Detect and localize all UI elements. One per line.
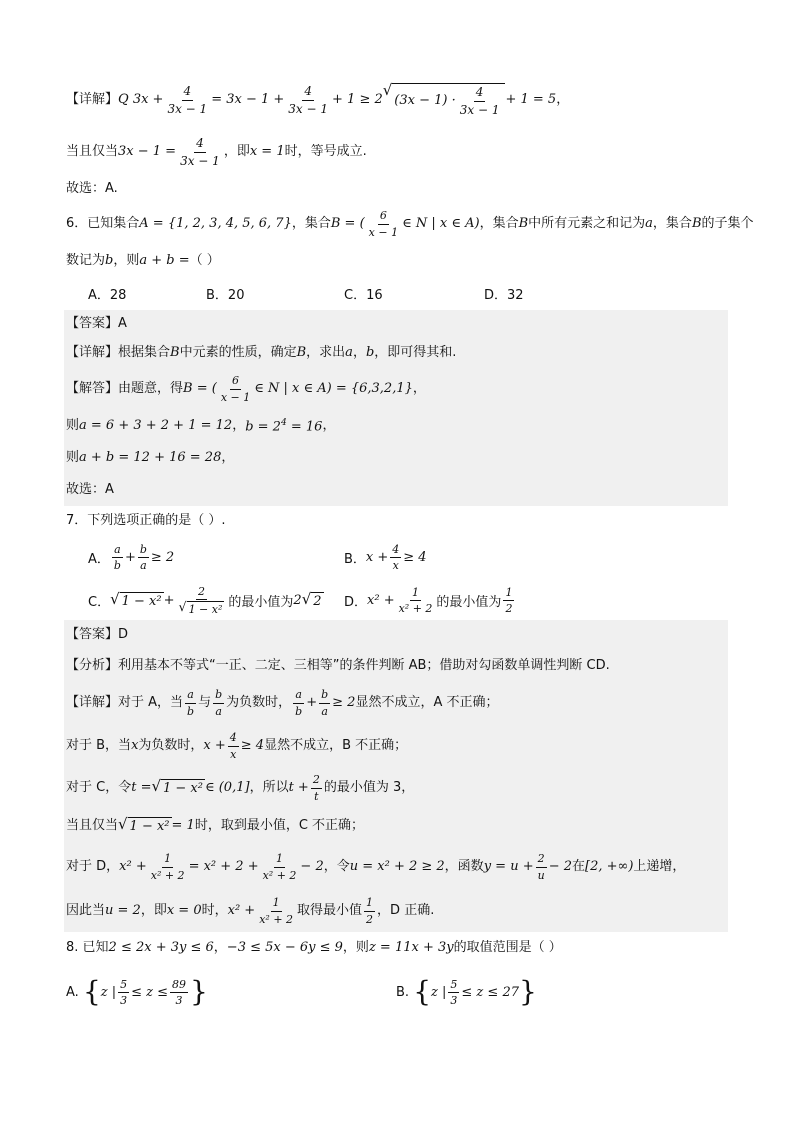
fraction: $\frac{4}{3x - 1}$ xyxy=(167,84,208,116)
detail-7-a: 【详解】对于 A，当 $\frac{a}{b}$ 与 $\frac{b}{a}$ 为负数时， $\frac{a}{b}$ + $\frac{b}{a}$ ≥ 2 显然不成立，A 不正确； xyxy=(64,682,728,724)
question-8: 8. 已知 2 ≤ 2x + 3y ≤ 6 ， −3 ≤ 5x − 6y ≤ 9 ，则 z = 11x + 3y 的取值范围是（ ） xyxy=(66,940,562,956)
question-7: 7．下列选项正确的是（ ）. xyxy=(66,513,226,529)
option-7c[interactable]: C． √ 1 − x² + 2 √ 1 − x² 的最小值为 2 √ 2 xyxy=(88,584,322,616)
solution-6-c: 故选：A xyxy=(64,474,728,506)
option-7d[interactable]: D． x² + $\frac{1}{\text{x² + 2}}$ 的最小值为 $\frac{1}{2}$ xyxy=(344,585,513,615)
option-6a[interactable]: A．28 xyxy=(88,288,127,303)
fraction: $\frac{4}{3x - 1}$ xyxy=(288,84,329,116)
choice-line: 故选：A. xyxy=(66,181,118,197)
option-8a[interactable]: A. { z | $\frac{5}{3}$ ≤ z ≤ $\frac{89}{3}$ } xyxy=(66,975,208,1008)
option-7a[interactable]: A． $\frac{a}{b}$ + $\frac{b}{a}$ ≥ 2 xyxy=(88,542,175,572)
option-7b[interactable]: B． x + $\frac{4}{x}$ ≥ 4 xyxy=(344,542,427,572)
analysis-7: 【分析】利用基本不等式“一正、二定、三相等”的条件判断 AB；借助对勾函数单调性判断 CD. xyxy=(64,650,728,682)
detail-7-b: 对于 B，当 x 为负数时， x + $\frac{4}{x}$ ≥ 4 显然不成立，B 不正确； xyxy=(64,724,728,768)
square-root: √ (3x − 1) · $\frac{4}{3x - 1}$ xyxy=(383,83,506,117)
solution-6: 【解答】由题意，得 B = ( $\frac{6}{x - 1}$ ∈ N | x ∈ A) = {6,3,2,1} ， xyxy=(64,368,728,410)
detail-7-f: 因此当 u = 2 ，即 x = 0 时， x² + $\frac{1}{\text{x² + 2}}$ 取得最小值 $\frac{1}{2}$ ，D 正确. xyxy=(64,890,728,932)
answer-6: 【答案】A xyxy=(64,310,728,338)
math-expr: Q 3x + xyxy=(118,92,164,108)
fraction: $\frac{4}{3x - 1}$ xyxy=(180,136,220,168)
detail-7-e: 对于 D， x² + $\frac{1}{\text{x² + 2}}$ = x² + 2 + $\frac{1}{\text{x² + 2}}$ − 2 ，令 u = x² + 2 ≥ 2 ，函数 y = u + $\frac{2}{u}$ − 2 在 [2, +∞) 上递增， xyxy=(64,844,728,890)
detail-line-1: 【详解】 Q 3x + $\frac{4}{3x - 1}$ = 3x − 1 + $\frac{4}{3x - 1}$ + 1 ≥ 2 √ (3x − 1) · $\frac{4}{3x - 1}$ + 1 = 5 ， xyxy=(66,81,570,117)
detail-line-2: 当且仅当 3x − 1 = $\frac{4}{3x - 1}$ ，即 x = 1 时，等号成立. xyxy=(66,136,367,168)
fraction: $\frac{6}{x - 1}$ xyxy=(220,374,251,404)
solution-6-b: 则 a + b = 12 + 16 = 28 ， xyxy=(64,442,728,474)
detail-6: 【详解】根据集合 B 中元素的性质，确定 B ，求出 a ， b ，即可得其和. xyxy=(64,338,728,368)
option-6b[interactable]: B．20 xyxy=(206,288,245,303)
solution-6-a: 则 a = 6 + 3 + 2 + 1 = 12 ， $b = 2^4 = 16$ ， xyxy=(64,410,728,442)
question-6-line-2: 数记为 b ，则 a + b = （ ） xyxy=(66,253,220,269)
detail-7-d: 当且仅当 √ 1 − x² = 1 时，取到最小值，C 不正确； xyxy=(64,808,728,844)
detail-7-c: 对于 C，令 t = √ 1 − x² ∈ (0,1] ，所以 t + $\frac{2}{t}$ 的最小值为 3， xyxy=(64,768,728,808)
math-expr: + 1 ≥ 2 xyxy=(332,92,383,108)
option-8b[interactable]: B. { z | $\frac{5}{3}$ ≤ z ≤ 27 } xyxy=(396,975,537,1008)
fraction: $\frac{6}{x - 1}$ xyxy=(368,209,399,239)
detail-tag: 【详解】 xyxy=(66,92,119,108)
option-6c[interactable]: C．16 xyxy=(344,288,383,303)
question-6: 6．已知集合 A = {1, 2, 3, 4, 5, 6, 7} ，集合 B = ( $\frac{6}{x - 1}$ ∈ N | x ∈ A) ，集合 B 中所有元素之和记为 a ，集合 B 的子集个 xyxy=(66,209,754,239)
math-expr: = 3x − 1 + xyxy=(211,92,285,108)
option-6d[interactable]: D．32 xyxy=(484,288,524,303)
math-expr: + 1 = 5 xyxy=(505,92,557,108)
answer-7: 【答案】D xyxy=(64,620,728,650)
